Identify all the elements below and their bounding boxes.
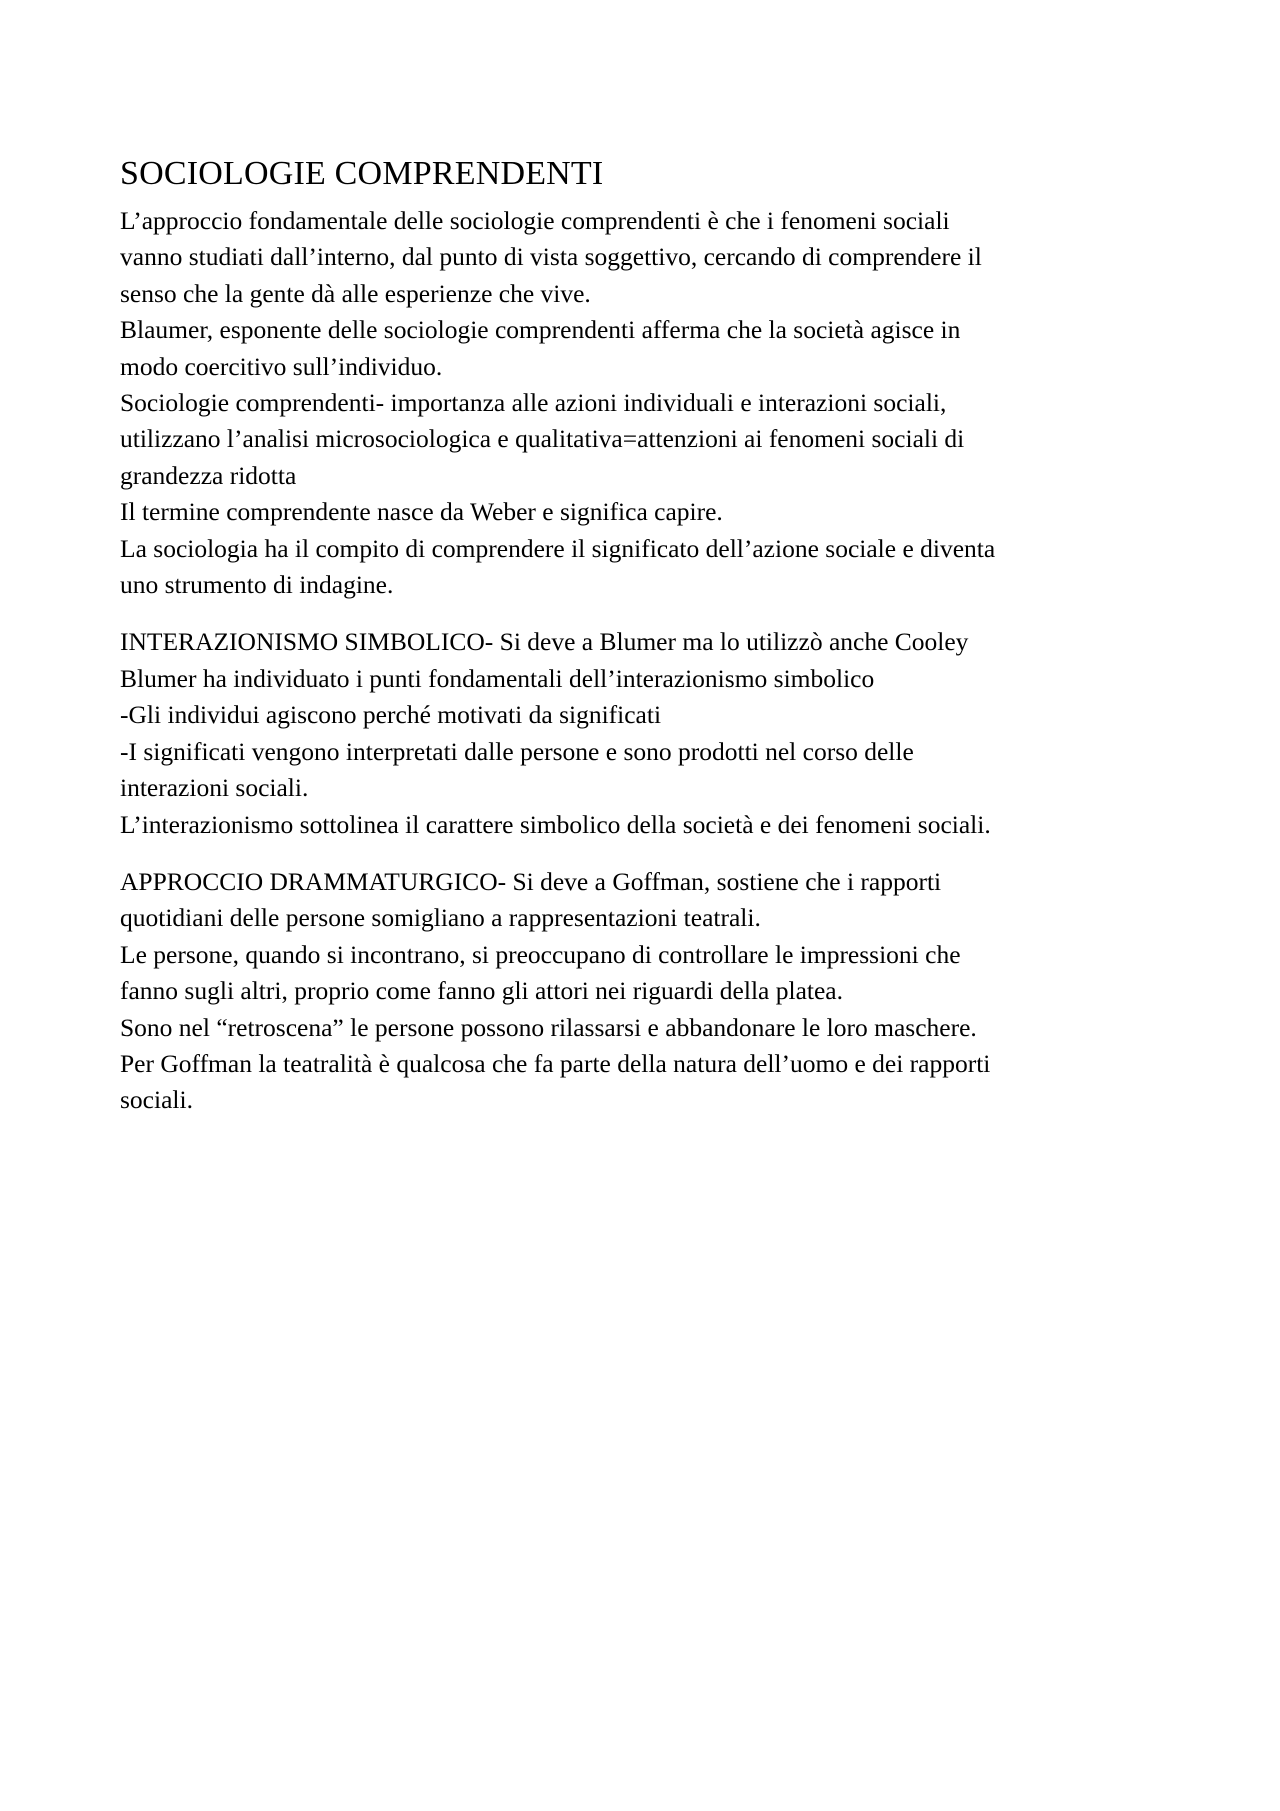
paragraph-line: modo coercitivo sull’individuo. [120, 351, 443, 381]
paragraph-line: INTERAZIONISMO SIMBOLICO- Si deve a Blumer ma lo utilizzò anche Cooley [120, 627, 969, 657]
paragraph-line: Le persone, quando si incontrano, si preoccupano di controllare le impressioni che [120, 939, 961, 969]
paragraph-line: Il termine comprendente nasce da Weber e significa capire. [120, 497, 723, 527]
paragraph-line: Blaumer, esponente delle sociologie comprendenti afferma che la società agisce in [120, 315, 961, 345]
paragraph-line: Blumer ha individuato i punti fondamentali dell’interazionismo simbolico [120, 663, 875, 693]
paragraph-line: senso che la gente dà alle esperienze che vive. [120, 278, 591, 308]
paragraph-line: grandezza ridotta [120, 460, 297, 490]
document-body [120, 152, 1180, 1140]
paragraph-line: utilizzano l’analisi microsociologica e qualitativa=attenzioni ai fenomeni sociali di [120, 424, 965, 454]
paragraph-line: L’approccio fondamentale delle sociologie comprendenti è che i fenomeni sociali [120, 206, 950, 235]
paragraph-line: APPROCCIO DRAMMATURGICO- Si deve a Goffman, sostiene che i rapporti [120, 866, 942, 896]
paragraph-line: Sono nel “retroscena” le persone possono rilassarsi e abbandonare le loro maschere. [120, 1012, 977, 1042]
document-title: SOCIOLOGIE COMPRENDENTI [120, 155, 604, 192]
section-approccio-drammaturgico [120, 864, 1180, 1119]
paragraph-line: vanno studiati dall’interno, dal punto di vista soggettivo, cercando di comprendere il [120, 242, 982, 272]
paragraph-line: La sociologia ha il compito di comprendere il significato dell’azione sociale e diventa [120, 533, 996, 563]
paragraph-line: quotidiani delle persone somigliano a rappresentazioni teatrali. [120, 903, 761, 933]
section-sociologie-comprendenti [120, 203, 1180, 603]
paragraph-line: sociali. [120, 1085, 193, 1115]
paragraph-line: fanno sugli altri, proprio come fanno gli attori nei riguardi della platea. [120, 976, 843, 1006]
paragraph-line: interazioni sociali. [120, 773, 309, 803]
paragraph-line: Per Goffman la teatralità è qualcosa che fa parte della natura dell’uomo e dei rapporti [120, 1048, 991, 1078]
paragraph-line: uno strumento di indagine. [120, 570, 394, 600]
paragraph-line: L’interazionismo sottolinea il carattere simbolico della società e dei fenomeni sociali. [120, 809, 991, 839]
paragraph-line: Sociologie comprendenti- importanza alle azioni individuali e interazioni sociali, [120, 388, 947, 418]
paragraph-line: -Gli individui agiscono perché motivati da significati [120, 700, 662, 730]
paragraph-line: -I significati vengono interpretati dalle persone e sono prodotti nel corso delle [120, 736, 914, 766]
section-interazionismo-simbolico [120, 624, 1180, 842]
